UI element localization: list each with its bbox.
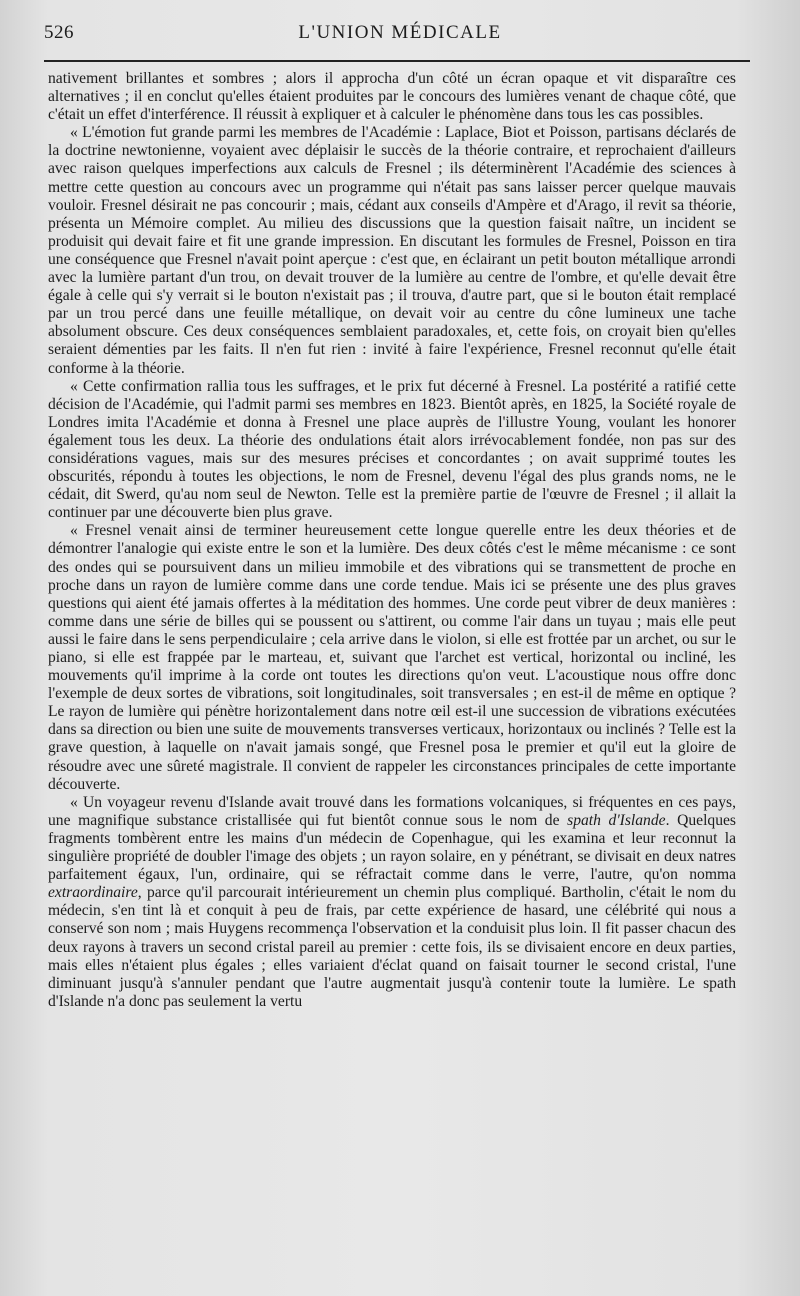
paragraph: « L'émotion fut grande parmi les membres de l'Académie : Laplace, Biot et Poisson, partisans déclarés de la doctrine newtonienne, voyaient avec déplaisir le succès de la théorie contraire, et reprochaient d'ailleurs avec raison quelques imperfections aux calculs de Fresnel ; ils déterminèrent l'Académie des sciences à mettre cette question au concours avec un programme qui n'était pas sans laisser percer quelque mauvais vouloir. Fresnel désirait ne pas concourir ; mais, cédant aux conseils d'Ampère et d'Arago, il revit sa théorie, présenta un Mémoire complet. Au milieu des discussions que la question faisait naître, un incident se produisit qui devait faire et fit une grande impression. En discutant les formules de Fresnel, Poisson en tira une conséquence que Fresnel n'avait point aperçue : c'est que, en éclairant un petit bouton métallique arrondi avec la lumière partant d'un trou, on devait trouver de la lumière au centre de l'ombre, et qu'elle devait être égale à celle qui s'y verrait si le bouton n'existait pas ; il trouva, d'autre part, que si le bouton était remplacé par un trou percé dans une feuille métallique, on devait voir au centre du cône lumineux une tache absolument obscure. Ces deux conséquences semblaient paradoxales, et, cette fois, on croyait bien qu'elles seraient démenties par les faits. Il n'en fut rien : invité à faire l'expérience, Fresnel reconnut qu'elle était conforme à la théorie.	[48, 124, 736, 377]
paragraph: « Cette confirmation rallia tous les suffrages, et le prix fut décerné à Fresnel. La postérité a ratifié cette décision de l'Académie, qui l'admit parmi ses membres en 1823. Bientôt après, en 1825, la Société royale de Londres imita l'Académie et donna à Fresnel une place auprès de l'illustre Young, voulant les honorer également tous les deux. La théorie des ondulations était alors irrévocablement fondée, non pas sur des considérations vagues, mais sur des mesures précises et concordantes ; on avait supprimé toutes les obscurités, répondu à toutes les objections, le nom de Fresnel, devenu l'égal des plus grands noms, ne le cédait, dit Swerd, qu'au nom seul de Newton. Telle est la première partie de l'œuvre de Fresnel ; il allait la continuer par une découverte bien plus grave.	[48, 377, 736, 522]
paragraph: nativement brillantes et sombres ; alors il approcha d'un côté un écran opaque et vit disparaître ces alternatives ; il en conclut qu'elles étaient produites par le concours des lumières venant de chaque côté, que c'était un effet d'interférence. Il réussit à expliquer et à calculer le phénomène dans tous les cas possibles.	[48, 70, 736, 124]
page-header	[44, 22, 756, 52]
paragraph-last	[48, 794, 736, 1011]
italic-term: spath d'Islande	[567, 811, 666, 829]
text-segment: . Quelques fragments tombèrent entre les mains d'un médecin de Copenhague, qui les examina et leur reconnut la singulière propriété de doubler l'image des objets ; un rayon solaire, en y pénétrant, se divisait en deux natres parfaitement égaux, l'un, ordinaire, qui se réfractait comme dans le verre, l'autre, qu'on nomma	[48, 811, 736, 884]
body-text	[48, 70, 736, 1011]
running-title: L'UNION MÉDICALE	[298, 22, 502, 43]
text-segment: , parce qu'il parcourait intérieurement un chemin plus compliqué. Bartholin, c'était le nom du médecin, s'en tint là et conquit à peu de frais, par cette expérience de hasard, une célébrité qui nous a conservé son nom ; mais Huygens recommença l'observation et la conduisit plus loin. Il fit passer chacun des deux rayons à travers un second cristal pareil au premier : cette fois, ils se divisaient encore en deux parties, mais elles n'étaient plus égales ; elles variaient d'éclat quand on faisait tourner le second cristal, l'une diminuant jusqu'à s'annuler pendant que l'autre augmentait jusqu'à contenir toute la lumière. Le spath d'Islande n'a donc pas seulement la vertu	[48, 884, 736, 1010]
page-number: 526	[44, 22, 74, 43]
paragraph: « Fresnel venait ainsi de terminer heureusement cette longue querelle entre les deux théories et de démontrer l'analogie qui existe entre le son et la lumière. Des deux côtés c'est le même mécanisme : ce sont des ondes qui se poursuivent dans un milieu immobile et des vibrations qui se transmettent de proche en proche dans un rayon de lumière comme dans une corde tendue. Mais ici se présente une des plus graves questions qui aient été jamais offertes à la méditation des hommes. Une corde peut vibrer de deux manières : comme dans une série de billes qui se poussent ou s'attirent, ou comme l'air dans un tuyau ; mais elle peut aussi le faire dans le sens perpendiculaire ; cela arrive dans le violon, si elle est frottée par un archet, ou sur le piano, si elle est frappée par le marteau, et, suivant que l'archet est vertical, horizontal ou incliné, les mouvements qu'il imprime à la corde ont toutes les directions qu'on veut. L'acoustique nous offre donc l'exemple de deux sortes de vibrations, soit longitudinales, soit transversales ; en est-il de même en optique ? Le rayon de lumière qui pénètre horizontalement dans notre œil est-il une succession de vibrations exécutées dans sa direction ou bien une suite de mouvements transverses verticaux, horizontaux ou inclinés ? Telle est la grave question, à laquelle on n'avait jamais songé, que Fresnel posa le premier et qu'il eut la gloire de résoudre avec une sûreté magistrale. Il convient de rappeler les circonstances principales de cette importante découverte.	[48, 522, 737, 793]
text-segment: « Un voyageur revenu d'Islande avait trouvé dans les formations volcaniques, si fréquentes en ces pays, une magnifique substance cristallisée qui fut bientôt connue sous le nom de	[48, 793, 736, 829]
header-rule	[44, 60, 750, 62]
italic-term: extraordinaire	[48, 884, 138, 902]
